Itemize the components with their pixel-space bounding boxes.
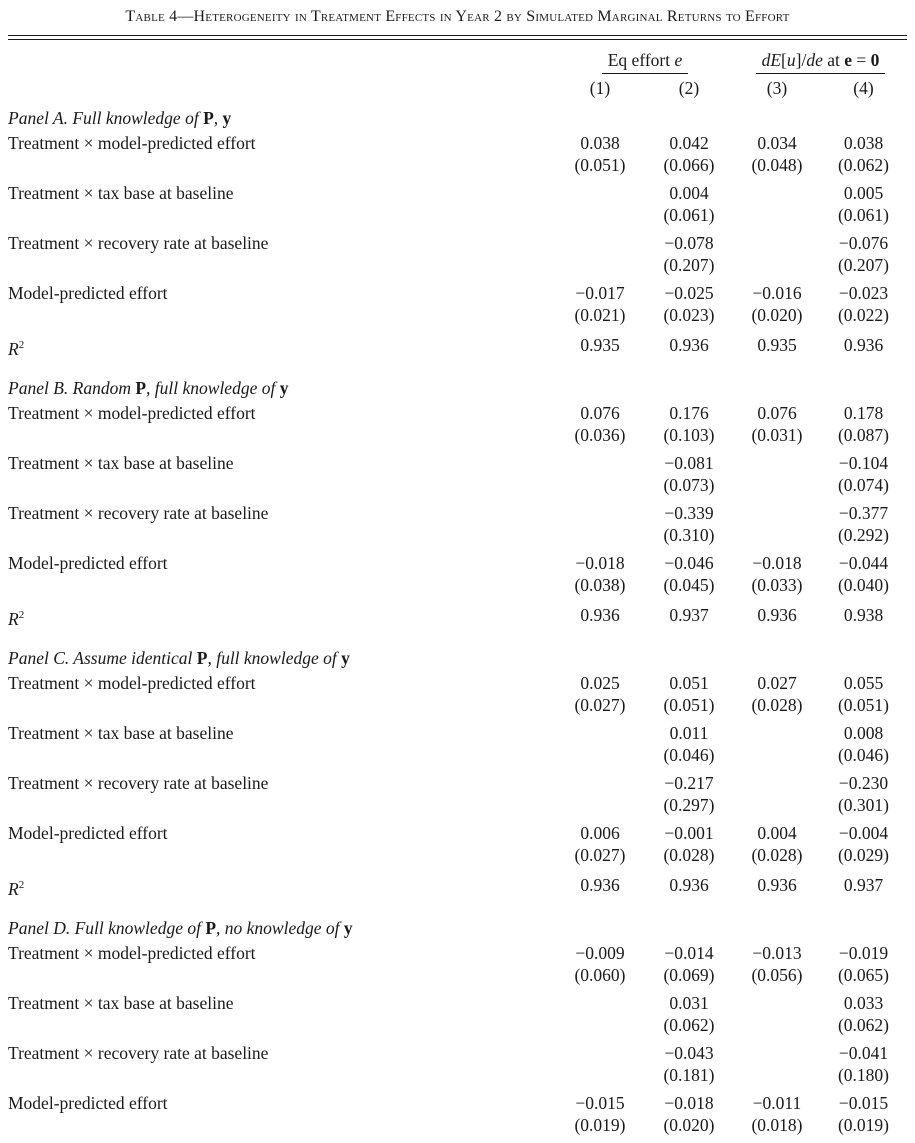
coefficient-cell: −0.017 xyxy=(575,283,625,303)
standard-error-cell: (0.074) xyxy=(837,475,890,495)
row-label: Treatment × tax base at baseline xyxy=(8,723,234,743)
table-row-standard-error xyxy=(8,254,907,282)
coefficient-cell xyxy=(556,452,644,474)
panel-title-y: y xyxy=(222,108,232,128)
standard-error-cell: (0.020) xyxy=(663,1115,715,1135)
coefficient-cell: 0.031 xyxy=(669,993,709,1013)
standard-error-cell: (0.036) xyxy=(574,425,626,445)
standard-error-cell xyxy=(556,794,644,822)
standard-error-cell: (0.046) xyxy=(663,745,715,765)
coefficient-cell: −0.019 xyxy=(838,943,889,963)
panel-title-mid: , no knowledge of xyxy=(216,918,344,938)
standard-error-cell: (0.048) xyxy=(751,155,803,175)
standard-error-cell: (0.301) xyxy=(837,795,890,815)
standard-error-cell: (0.297) xyxy=(663,795,715,815)
coefficient-cell: −0.018 xyxy=(752,553,802,573)
standard-error-cell: (0.020) xyxy=(751,305,803,325)
coefficient-cell: −0.023 xyxy=(838,283,889,303)
r-squared-superscript: 2 xyxy=(18,879,25,891)
column-number: (2) xyxy=(678,78,700,98)
standard-error-cell: (0.033) xyxy=(751,575,803,595)
standard-error-cell: (0.207) xyxy=(663,255,715,275)
row-label: Model-predicted effort xyxy=(8,553,168,573)
row-label: Treatment × model-predicted effort xyxy=(8,403,256,423)
coefficient-cell: 0.033 xyxy=(843,993,884,1013)
standard-error-cell xyxy=(734,524,820,552)
row-label: Treatment × recovery rate at baseline xyxy=(8,773,269,793)
standard-error-cell xyxy=(556,204,644,232)
panel-title-y: y xyxy=(279,378,289,398)
standard-error-cell: (0.028) xyxy=(751,695,803,715)
panel-title xyxy=(8,918,907,942)
coefficient-cell xyxy=(556,232,644,254)
standard-error-cell: (0.292) xyxy=(837,525,890,545)
r-squared-row xyxy=(8,332,907,378)
coefficient-cell: −0.230 xyxy=(838,773,889,793)
standard-error-cell: (0.062) xyxy=(837,1015,890,1035)
r-squared-cell: 0.936 xyxy=(669,875,709,895)
column-group-eq-effort-label: Eq effort e xyxy=(602,50,689,74)
coefficient-cell: −0.004 xyxy=(838,823,889,843)
coefficient-cell: 0.006 xyxy=(580,823,620,843)
row-label: Treatment × recovery rate at baseline xyxy=(8,233,269,253)
coefficient-cell: −0.025 xyxy=(664,283,714,303)
coefficient-cell: −0.041 xyxy=(838,1043,889,1063)
standard-error-cell: (0.051) xyxy=(663,695,715,715)
table-row-standard-error xyxy=(8,1064,907,1092)
standard-error-cell xyxy=(734,1014,820,1042)
standard-error-cell: (0.046) xyxy=(837,745,890,765)
standard-error-cell: (0.056) xyxy=(751,965,803,985)
table-row-standard-error xyxy=(8,574,907,602)
standard-error-cell: (0.023) xyxy=(663,305,715,325)
table-row xyxy=(8,132,907,154)
table-row-standard-error xyxy=(8,424,907,452)
standard-error-cell xyxy=(734,744,820,772)
column-group-header-row xyxy=(8,50,907,78)
column-group-eq-effort xyxy=(556,50,734,78)
coefficient-cell: −0.081 xyxy=(664,453,714,473)
panel-title xyxy=(8,378,907,402)
table-row xyxy=(8,232,907,254)
coefficient-cell xyxy=(734,182,820,204)
standard-error-cell: (0.062) xyxy=(663,1015,715,1035)
coefficient-cell: 0.076 xyxy=(580,403,620,423)
table-row xyxy=(8,552,907,574)
table-row xyxy=(8,502,907,524)
standard-error-cell: (0.028) xyxy=(751,845,803,865)
table-row xyxy=(8,772,907,794)
r-squared-cell: 0.936 xyxy=(580,875,620,895)
coefficient-cell: −0.078 xyxy=(664,233,714,253)
standard-error-cell: (0.073) xyxy=(663,475,715,495)
standard-error-cell: (0.062) xyxy=(837,155,890,175)
coefficient-cell: 0.005 xyxy=(843,183,884,203)
coefficient-cell: −0.014 xyxy=(664,943,714,963)
row-label: Model-predicted effort xyxy=(8,823,168,843)
standard-error-cell: (0.103) xyxy=(663,425,715,445)
column-number-row xyxy=(8,78,907,108)
panel-title-p: P xyxy=(205,918,217,938)
coefficient-cell xyxy=(734,772,820,794)
r-squared-row xyxy=(8,602,907,648)
standard-error-cell: (0.045) xyxy=(663,575,715,595)
column-number: (4) xyxy=(853,78,874,98)
panel-title-prefix: Panel D. Full knowledge of xyxy=(8,918,206,938)
panel-title-mid: , xyxy=(213,108,223,128)
coefficient-cell xyxy=(734,232,820,254)
coefficient-cell: −0.104 xyxy=(838,453,889,473)
standard-error-cell xyxy=(556,474,644,502)
row-label: Treatment × model-predicted effort xyxy=(8,943,256,963)
coefficient-cell: 0.076 xyxy=(757,403,797,423)
standard-error-cell xyxy=(734,1064,820,1092)
panel-title-mid: , full knowledge of xyxy=(207,648,342,668)
coefficient-cell: 0.042 xyxy=(669,133,709,153)
table-row xyxy=(8,182,907,204)
coefficient-cell: 0.025 xyxy=(580,673,620,693)
coefficient-cell: −0.015 xyxy=(838,1093,889,1113)
coefficient-cell xyxy=(556,182,644,204)
row-label: Model-predicted effort xyxy=(8,1093,168,1113)
coefficient-cell: 0.051 xyxy=(669,673,709,693)
column-group-marginal-utility xyxy=(734,50,907,78)
standard-error-cell xyxy=(556,1014,644,1042)
standard-error-cell: (0.207) xyxy=(837,255,890,275)
coefficient-cell: −0.013 xyxy=(752,943,802,963)
standard-error-cell: (0.051) xyxy=(837,695,890,715)
standard-error-cell xyxy=(556,1064,644,1092)
r-squared-letter: R xyxy=(8,608,19,629)
standard-error-cell: (0.061) xyxy=(837,205,890,225)
row-label: Treatment × model-predicted effort xyxy=(8,133,256,153)
r-squared-cell: 0.935 xyxy=(580,335,620,355)
standard-error-cell: (0.066) xyxy=(663,155,715,175)
standard-error-cell xyxy=(556,254,644,282)
coefficient-cell: −0.044 xyxy=(838,553,889,573)
coefficient-cell: −0.015 xyxy=(575,1093,625,1113)
coefficient-cell xyxy=(556,772,644,794)
coefficient-cell: 0.055 xyxy=(843,673,884,693)
standard-error-cell: (0.027) xyxy=(574,695,626,715)
coefficient-cell: −0.217 xyxy=(664,773,714,793)
standard-error-cell: (0.040) xyxy=(837,575,890,595)
r-squared-label xyxy=(8,602,556,648)
coefficient-cell: −0.377 xyxy=(838,503,889,523)
r-squared-cell: 0.936 xyxy=(669,335,709,355)
standard-error-cell: (0.180) xyxy=(837,1065,890,1085)
r-squared-cell: 0.937 xyxy=(843,875,884,895)
r-squared-label xyxy=(8,332,556,378)
standard-error-cell xyxy=(556,744,644,772)
table-row-standard-error xyxy=(8,154,907,182)
coefficient-cell: 0.004 xyxy=(757,823,797,843)
standard-error-cell: (0.027) xyxy=(574,845,626,865)
table-row-standard-error xyxy=(8,204,907,232)
row-label: Treatment × tax base at baseline xyxy=(8,993,234,1013)
standard-error-cell xyxy=(734,794,820,822)
row-label: Treatment × recovery rate at baseline xyxy=(8,1043,269,1063)
coefficient-cell: −0.011 xyxy=(752,1093,802,1113)
coefficient-cell: −0.009 xyxy=(575,943,625,963)
coefficient-cell: 0.038 xyxy=(580,133,620,153)
standard-error-cell: (0.021) xyxy=(574,305,626,325)
table-row xyxy=(8,282,907,304)
standard-error-cell: (0.060) xyxy=(574,965,626,985)
coefficient-cell: 0.004 xyxy=(669,183,709,203)
coefficient-cell: −0.043 xyxy=(664,1043,714,1063)
coefficient-cell: 0.038 xyxy=(843,133,884,153)
r-squared-cell: 0.936 xyxy=(757,605,797,625)
table-row xyxy=(8,1042,907,1064)
table-row xyxy=(8,672,907,694)
panel-title-mid: , full knowledge of xyxy=(146,378,280,398)
panel-header-row xyxy=(8,648,907,672)
table-row-standard-error xyxy=(8,694,907,722)
coefficient-cell xyxy=(556,992,644,1014)
r-squared-label xyxy=(8,872,556,918)
panel-title-p: P xyxy=(135,378,147,398)
table-row xyxy=(8,452,907,474)
standard-error-cell: (0.069) xyxy=(663,965,715,985)
table-row xyxy=(8,1092,907,1114)
r-squared-cell: 0.936 xyxy=(580,605,620,625)
panel-title xyxy=(8,648,907,672)
column-number: (1) xyxy=(589,78,611,98)
table-row xyxy=(8,992,907,1014)
standard-error-cell: (0.019) xyxy=(574,1115,626,1135)
table-title: Table 4—Heterogeneity in Treatment Effects in Year 2 by Simulated Marginal Returns to Effort xyxy=(125,8,790,25)
table-row-standard-error xyxy=(8,304,907,332)
table-row-standard-error xyxy=(8,964,907,992)
standard-error-cell: (0.087) xyxy=(837,425,890,445)
table-body xyxy=(8,108,907,1142)
row-label: Treatment × tax base at baseline xyxy=(8,453,234,473)
r-squared-row xyxy=(8,872,907,918)
table-row xyxy=(8,722,907,744)
standard-error-cell: (0.310) xyxy=(663,525,715,545)
standard-error-cell: (0.018) xyxy=(751,1115,803,1135)
panel-title-prefix: Panel A. Full knowledge of xyxy=(8,108,204,128)
panel-title-prefix: Panel C. Assume identical xyxy=(8,648,197,668)
column-group-marginal-utility-label: dE[u]/de at e = 0 xyxy=(756,50,886,74)
panel-title-p: P xyxy=(203,108,214,128)
table-row-standard-error xyxy=(8,474,907,502)
panel-header-row xyxy=(8,918,907,942)
r-squared-superscript: 2 xyxy=(18,339,25,351)
table-row-standard-error xyxy=(8,744,907,772)
coefficient-cell: −0.046 xyxy=(664,553,714,573)
table-row-standard-error xyxy=(8,1014,907,1042)
standard-error-cell xyxy=(734,204,820,232)
coefficient-cell: −0.018 xyxy=(575,553,625,573)
table-row-standard-error xyxy=(8,524,907,552)
row-label: Model-predicted effort xyxy=(8,283,168,303)
coefficient-cell: 0.034 xyxy=(757,133,797,153)
coefficient-cell xyxy=(556,1042,644,1064)
panel-header-row xyxy=(8,108,907,132)
r-squared-cell: 0.937 xyxy=(669,605,709,625)
panel-title-p: P xyxy=(196,648,208,668)
coefficient-cell xyxy=(556,722,644,744)
coefficient-cell: 0.008 xyxy=(843,723,884,743)
row-label: Treatment × tax base at baseline xyxy=(8,183,234,203)
standard-error-cell: (0.181) xyxy=(663,1065,715,1085)
r-squared-cell: 0.938 xyxy=(843,605,884,625)
standard-error-cell: (0.061) xyxy=(663,205,715,225)
coefficient-cell: 0.027 xyxy=(757,673,797,693)
table-row-standard-error xyxy=(8,844,907,872)
r-squared-letter: R xyxy=(8,878,19,899)
row-label: Treatment × model-predicted effort xyxy=(8,673,256,693)
column-number: (3) xyxy=(766,78,788,98)
coefficient-cell xyxy=(734,502,820,524)
standard-error-cell: (0.051) xyxy=(574,155,626,175)
standard-error-cell: (0.028) xyxy=(663,845,715,865)
coefficient-cell: −0.076 xyxy=(838,233,889,253)
panel-title xyxy=(8,108,907,132)
top-rule-second xyxy=(8,39,907,40)
row-label: Treatment × recovery rate at baseline xyxy=(8,503,269,523)
panel-title-prefix: Panel B. Random xyxy=(8,378,136,398)
coefficient-cell xyxy=(734,452,820,474)
coefficient-cell: −0.018 xyxy=(664,1093,714,1113)
top-rule xyxy=(8,35,907,36)
standard-error-cell: (0.029) xyxy=(837,845,890,865)
table-row xyxy=(8,942,907,964)
panel-header-row xyxy=(8,378,907,402)
standard-error-cell: (0.038) xyxy=(574,575,626,595)
panel-title-y: y xyxy=(341,648,350,668)
table-row-standard-error xyxy=(8,794,907,822)
standard-error-cell: (0.019) xyxy=(837,1115,890,1135)
standard-error-cell: (0.065) xyxy=(837,965,890,985)
coefficient-cell xyxy=(734,1042,820,1064)
table-row xyxy=(8,402,907,424)
r-squared-cell: 0.935 xyxy=(757,335,797,355)
standard-error-cell xyxy=(556,524,644,552)
panel-title-y: y xyxy=(343,918,353,938)
coefficient-cell xyxy=(734,722,820,744)
coefficient-cell xyxy=(734,992,820,1014)
r-squared-cell: 0.936 xyxy=(757,875,797,895)
coefficient-cell: −0.339 xyxy=(664,503,714,523)
results-table xyxy=(8,50,907,1142)
r-squared-cell: 0.936 xyxy=(843,335,884,355)
standard-error-cell xyxy=(734,474,820,502)
standard-error-cell: (0.022) xyxy=(837,305,890,325)
coefficient-cell xyxy=(556,502,644,524)
coefficient-cell: 0.011 xyxy=(669,723,709,743)
table-row xyxy=(8,822,907,844)
table-row-standard-error xyxy=(8,1114,907,1142)
coefficient-cell: 0.176 xyxy=(669,403,709,423)
coefficient-cell: 0.178 xyxy=(843,403,884,423)
standard-error-cell: (0.031) xyxy=(751,425,803,445)
r-squared-superscript: 2 xyxy=(18,609,25,621)
coefficient-cell: −0.001 xyxy=(664,823,714,843)
standard-error-cell xyxy=(734,254,820,282)
r-squared-letter: R xyxy=(8,338,19,359)
coefficient-cell: −0.016 xyxy=(752,283,802,303)
